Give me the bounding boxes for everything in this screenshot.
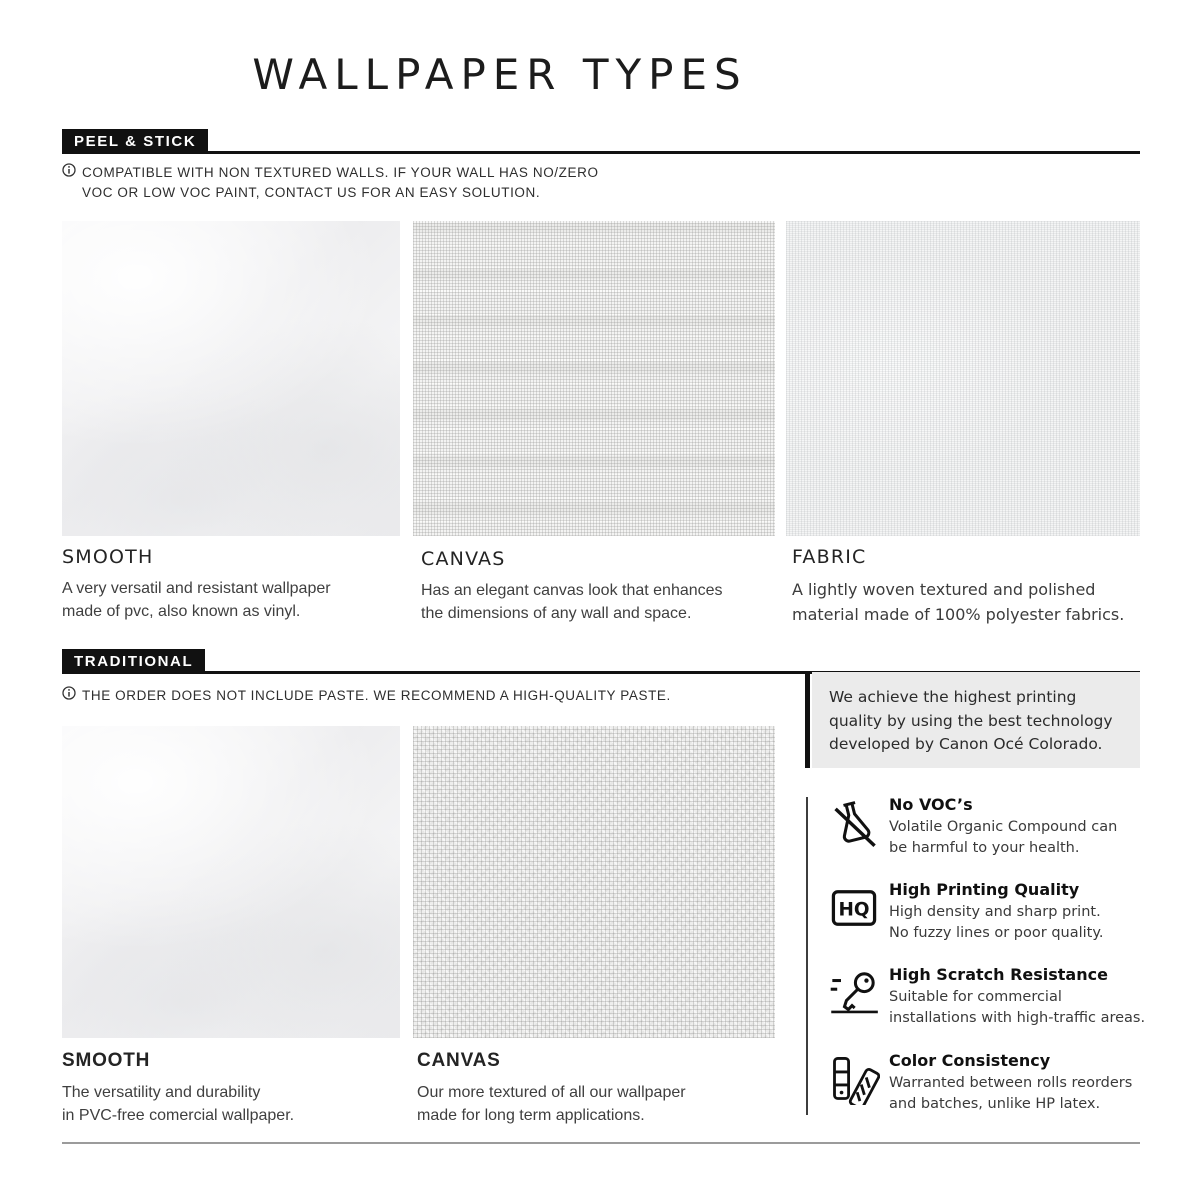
swatch-traditional-canvas: [413, 726, 775, 1038]
peel-note-line1: COMPATIBLE WITH NON TEXTURED WALLS. IF YOUR WALL HAS NO/ZERO: [82, 165, 599, 180]
feature-high-scratch-resistance: [828, 965, 1148, 1029]
swatch-peel-canvas: [413, 221, 775, 536]
swatch-desc-line: the dimensions of any wall and space.: [421, 605, 692, 622]
swatch-peel-smooth: [62, 221, 400, 536]
caption-peel-fabric: [792, 546, 1147, 627]
caption-peel-canvas: [421, 548, 776, 625]
traditional-note-line1: THE ORDER DOES NOT INCLUDE PASTE. WE RECOMMEND A HIGH-QUALITY PASTE.: [82, 688, 671, 703]
section-divider-peel: [62, 151, 1140, 154]
swatch-desc-line: The versatility and durability: [62, 1084, 261, 1101]
feature-desc: Volatile Organic Compound can be harmful to your health.: [889, 819, 1118, 856]
quote-line: quality by using the best technology: [829, 711, 1113, 730]
section-label-traditional: TRADITIONAL: [62, 649, 205, 674]
info-icon: [62, 163, 76, 183]
caption-traditional-canvas: [417, 1050, 777, 1127]
feature-no-voc: [828, 795, 1148, 859]
swatch-title: CANVAS: [417, 1050, 501, 1071]
caption-traditional-smooth: [62, 1050, 402, 1127]
swatch-desc-line: A very versatil and resistant wallpaper: [62, 580, 331, 597]
hq-badge-icon: [828, 880, 880, 944]
quote-line: We achieve the highest printing: [829, 688, 1077, 706]
bottom-divider: [62, 1142, 1140, 1144]
svg-text:HQ: HQ: [838, 899, 870, 921]
features-left-rule: [806, 797, 808, 1115]
caption-peel-smooth: [62, 546, 407, 623]
swatch-title: CANVAS: [421, 548, 506, 570]
swatch-desc-line: Has an elegant canvas look that enhances: [421, 582, 723, 599]
swatch-desc-line: made of pvc, also known as vinyl.: [62, 603, 301, 620]
swatch-desc-line: A lightly woven textured and polished: [792, 580, 1096, 599]
peel-note-line2: VOC OR LOW VOC PAINT, CONTACT US FOR AN EASY SOLUTION.: [82, 185, 541, 200]
swatch-peel-fabric: [786, 221, 1140, 536]
key-scratch-icon: [828, 965, 880, 1029]
traditional-note: [62, 686, 671, 706]
swatch-desc-line: in PVC-free comercial wallpaper.: [62, 1107, 295, 1124]
swatch-title: SMOOTH: [62, 546, 154, 568]
feature-title: Color Consistency: [889, 1051, 1051, 1070]
quote-box: [812, 672, 1140, 768]
info-icon: [62, 686, 76, 706]
feature-desc: Warranted between rolls reorders and batches, unlike HP latex.: [889, 1075, 1133, 1112]
color-swatches-icon: [828, 1051, 880, 1115]
section-label-peel-stick: PEEL & STICK: [62, 129, 208, 154]
feature-title: High Scratch Resistance: [889, 965, 1108, 984]
swatch-desc-line: material made of 100% polyester fabrics.: [792, 605, 1125, 624]
page-title: WALLPAPER TYPES: [252, 50, 748, 99]
feature-high-printing-quality: [828, 880, 1148, 944]
feature-desc: High density and sharp print. No fuzzy lines or poor quality.: [889, 904, 1104, 941]
feature-title: No VOC’s: [889, 795, 973, 814]
feature-desc: Suitable for commercial installations with high-traffic areas.: [889, 989, 1146, 1026]
feature-title: High Printing Quality: [889, 880, 1080, 899]
peel-note: [62, 163, 599, 203]
feature-color-consistency: [828, 1051, 1148, 1115]
swatch-desc-line: made for long term applications.: [417, 1107, 645, 1124]
quote-line: developed by Canon Océ Colorado.: [829, 735, 1103, 753]
swatch-title: FABRIC: [792, 546, 867, 568]
no-voc-flask-icon: [828, 795, 880, 859]
swatch-traditional-smooth: [62, 726, 400, 1038]
swatch-desc-line: Our more textured of all our wallpaper: [417, 1084, 686, 1101]
quote-accent-bar: [805, 672, 810, 768]
swatch-title: SMOOTH: [62, 1050, 151, 1071]
